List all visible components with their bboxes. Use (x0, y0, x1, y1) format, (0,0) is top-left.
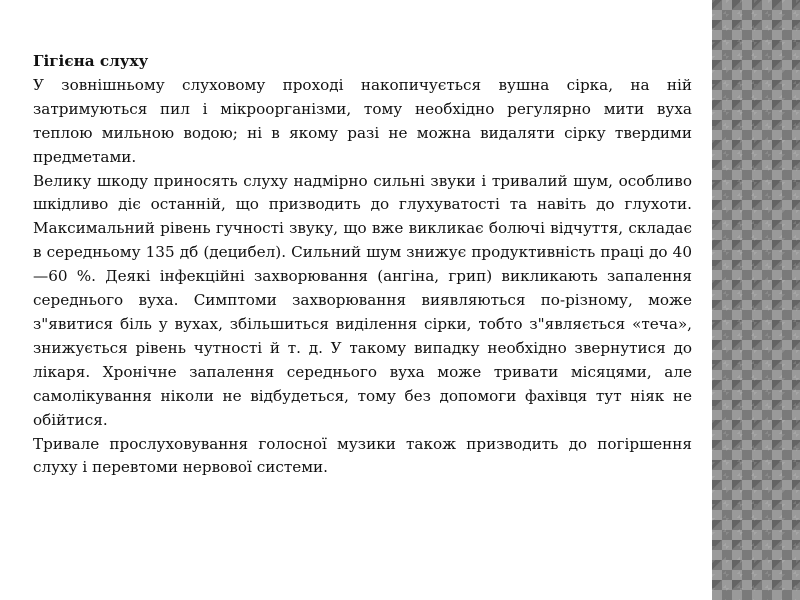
paragraph-loud-music: Тривале прослуховування голосної музики також призводить до погіршення слуху і перевтоми нервової системи. (33, 434, 692, 477)
decorative-side-pattern (712, 0, 800, 600)
document-body (33, 50, 692, 480)
document-title: Гігієна слуху (33, 52, 149, 70)
paragraph-noise-damage: Велику шкоду приносять слуху надмірно сильні звуки і тривалий шум, особливо шкідливо діє останній, що призводить до глухуватості та навіть до глухоти. Максимальний рівень гучності звуку, що вже викликає болючі відчуття, складає в середньому 135 дб (децибел). Сильний шум знижує продуктивність праці до 40—60 %. Деякі інфекційні захворювання (ангіна, грип) викликають запалення середнього вуха. Симптоми захворювання виявляються по-різному, може з"явитися біль у вухах, збільшиться виділення сірки, тобто з"являється «теча», знижується рівень чутності й т. д. У такому випадку необхідно звернутися до лікаря. Хронічне запалення середнього вуха може тривати місяцями, але самолікування ніколи не відбудеться, тому без допомоги фахівця тут ніяк не обійтися. (33, 171, 692, 429)
paragraph-ear-wax: У зовнішньому слуховому проході накопичується вушна сірка, на ній затримуються пил і мікроорганізми, тому необхідно регулярно мити вуха теплою мильною водою; ні в якому разі не можна видаляти сірку твердими предметами. (33, 75, 692, 166)
